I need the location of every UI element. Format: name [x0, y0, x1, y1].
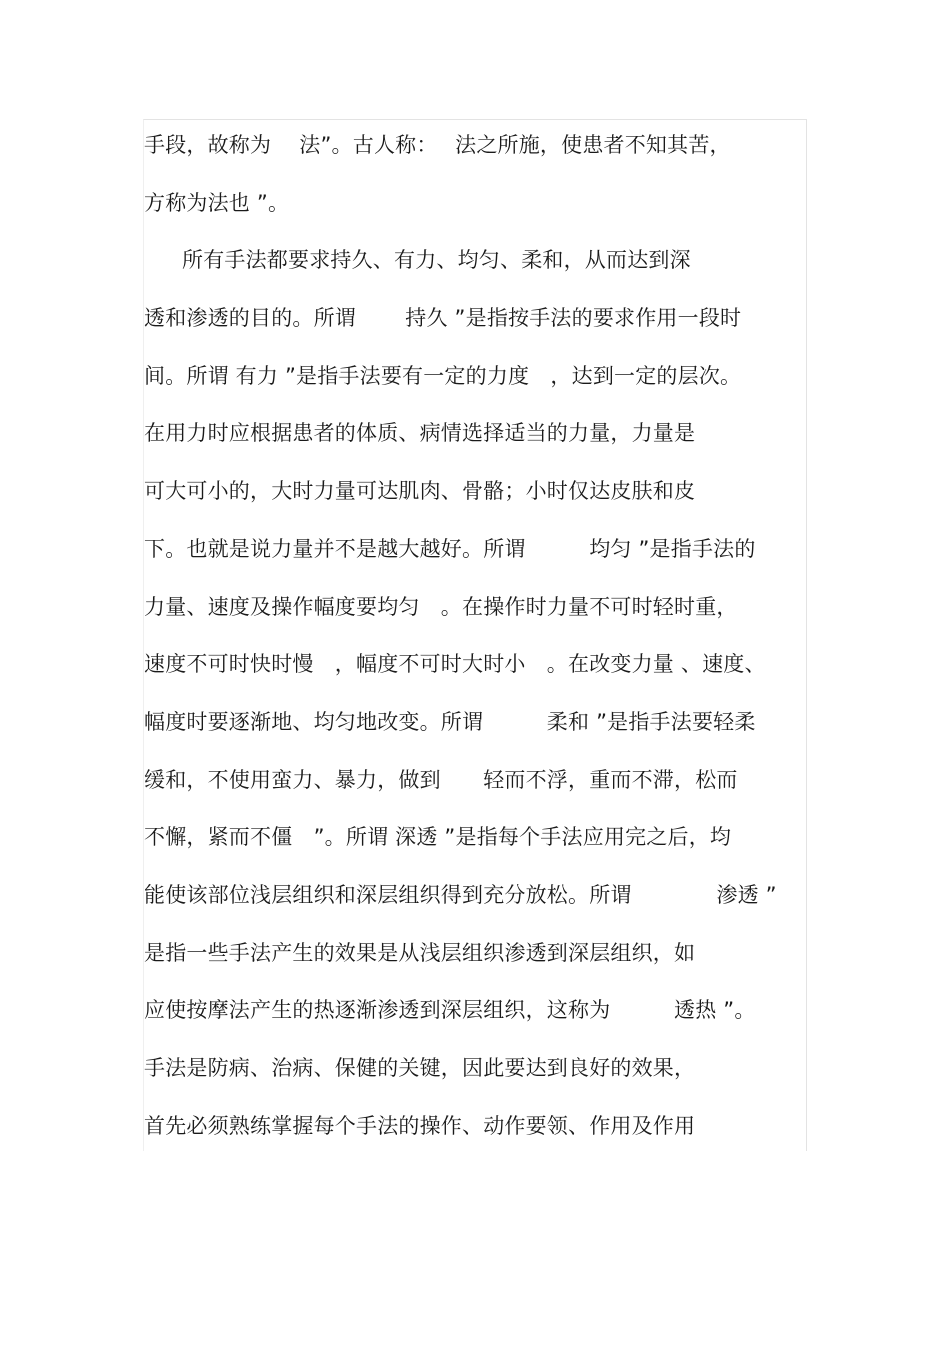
text-line: 首先必须熟练掌握每个手法的操作、动作要领、作用及作用: [144, 1113, 696, 1138]
text-line: 缓和，不使用蛮力、暴力，做到 轻而不浮，重而不滞，松而: [144, 767, 738, 792]
text-line: 不懈，紧而不僵 ”。所谓 深透 ”是指每个手法应用完之后，均: [144, 825, 732, 850]
text-line: 能使该部位浅层组织和深层组织得到充分放松。所谓 渗透 ”: [144, 882, 777, 907]
text-line: 在用力时应根据患者的体质、病情选择适当的力量，力量是: [144, 421, 696, 446]
text-line: 可大可小的，大时力量可达肌肉、骨骼；小时仅达皮肤和皮: [144, 479, 696, 504]
document-body: [144, 117, 804, 1155]
text-line: 透和渗透的目的。所谓 持久 ”是指按手法的要求作用一段时: [144, 306, 742, 331]
text-line: 应使按摩法产生的热逐渐渗透到深层组织，这称为 透热 ”。: [144, 998, 756, 1023]
text-line: 手法是防病、治病、保健的关键，因此要达到良好的效果，: [144, 1056, 696, 1080]
text-line: 方称为法也 ”。: [144, 190, 290, 215]
text-line: 是指一些手法产生的效果是从浅层组织渗透到深层组织，如: [144, 940, 696, 965]
text-line: 下。也就是说力量并不是越大越好。所谓 均匀 ”是指手法的: [144, 536, 756, 561]
text-line: 间。所谓 有力 ”是指手法要有一定的力度 ，达到一定的层次。: [144, 363, 742, 388]
text-line: 力量、速度及操作幅度要均匀 。在操作时力量不可时轻时重，: [144, 594, 738, 619]
text-line: 手段，故称为 法”。古人称： 法之所施，使患者不知其苦，: [144, 133, 731, 157]
paragraph-start-line: 所有手法都要求持久、有力、均匀、柔和，从而达到深: [182, 248, 691, 273]
text-line: 速度不可时快时慢 ，幅度不可时大时小 。在改变力量 、速度、: [144, 652, 766, 677]
text-line: 幅度时要逐渐地、均匀地改变。所谓 柔和 ”是指手法要轻柔: [144, 709, 756, 734]
